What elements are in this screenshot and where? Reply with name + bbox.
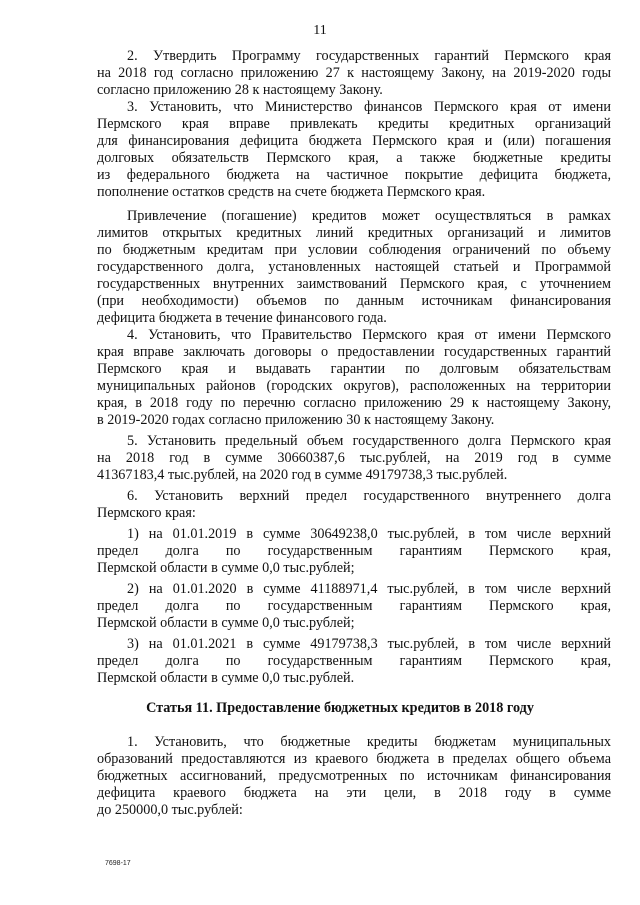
text-line: предел долга по государственным гарантиям Пермского края, — [97, 598, 611, 614]
text-line: предел долга по государственным гарантиям Пермского края, — [97, 653, 611, 669]
text-line: 2) на 01.01.2020 в сумме 41188971,4 тыс.рублей, в том числе верхний — [127, 581, 611, 597]
text-line: Пермской области в сумме 0,0 тыс.рублей. — [97, 670, 355, 686]
text-line: долговых обязательств Пермского края, а также бюджетные кредиты — [97, 150, 611, 166]
text-line: Пермского края и выдавать гарантии по долговым обязательствам — [97, 361, 611, 377]
text-line: 2. Утвердить Программу государственных гарантий Пермского края — [127, 48, 611, 64]
text-line: согласно приложению 28 к настоящему Закону. — [97, 82, 383, 98]
page-number: 11 — [313, 23, 327, 38]
text-line: из федерального бюджета на частичное покрытие дефицита бюджета, — [97, 167, 611, 183]
text-line: дефицита краевого бюджета на эти цели, в 2018 году в сумме — [97, 785, 611, 801]
text-line: муниципальных районов (городских округов), расположенных на территории — [97, 378, 611, 394]
text-line: 1. Установить, что бюджетные кредиты бюджетам муниципальных — [127, 734, 611, 750]
text-line: Пермской области в сумме 0,0 тыс.рублей; — [97, 560, 355, 576]
document-code: 7698-17 — [105, 860, 131, 867]
text-line: 6. Установить верхний предел государственного внутреннего долга — [127, 488, 611, 504]
text-line: 4. Установить, что Правительство Пермского края от имени Пермского — [127, 327, 611, 343]
text-line: края вправе заключать договоры о предоставлении государственных гарантий — [97, 344, 611, 360]
text-line: лимитов открытых кредитных линий кредитных организаций и лимитов — [97, 225, 611, 241]
text-line: Привлечение (погашение) кредитов может осуществляться в рамках — [127, 208, 611, 224]
text-line: 41367183,4 тыс.рублей, на 2020 год в сумме 49179738,3 тыс.рублей. — [97, 467, 508, 483]
text-line: государственных внутренних заимствований Пермского края, с уточнением — [97, 276, 611, 292]
text-line: края, в 2018 году по перечню согласно приложению 29 к настоящему Закону, — [97, 395, 611, 411]
text-line: 3) на 01.01.2021 в сумме 49179738,3 тыс.рублей, в том числе верхний — [127, 636, 611, 652]
text-line: образований предоставляются из краевого бюджета в пределах общего объема — [97, 751, 611, 767]
text-line: государственного долга, установленных настоящей статьей и Программой — [97, 259, 611, 275]
article-text — [97, 734, 611, 819]
text-line: по бюджетным кредитам при условии соблюдения ограничений по объему — [97, 242, 611, 258]
text-line: для финансирования дефицита бюджета Пермского края и (или) погашения — [97, 133, 611, 149]
text-line: в 2019-2020 годах согласно приложению 30 к настоящему Закону. — [97, 412, 495, 428]
text-line: (при необходимости) объемов по данным источникам финансирования — [97, 293, 611, 309]
main-text — [97, 48, 611, 687]
text-line: дефицита бюджета в течение финансового года. — [97, 310, 387, 326]
text-line: 1) на 01.01.2019 в сумме 30649238,0 тыс.рублей, в том числе верхний — [127, 526, 611, 542]
text-line: 3. Установить, что Министерство финансов Пермского края от имени — [127, 99, 611, 115]
text-line: пополнение остатков средств на счете бюджета Пермского края. — [97, 184, 486, 200]
article-heading: Статья 11. Предоставление бюджетных кредитов в 2018 году — [146, 700, 534, 716]
text-line: 5. Установить предельный объем государственного долга Пермского края — [127, 433, 611, 449]
text-line: на 2018 год согласно приложению 27 к настоящему Закону, на 2019-2020 годы — [97, 65, 611, 81]
text-line: бюджетных ассигнований, предусмотренных по источникам финансирования — [97, 768, 611, 784]
text-line: на 2018 год в сумме 30660387,6 тыс.рублей, на 2019 год в сумме — [97, 450, 611, 466]
text-line: Пермской области в сумме 0,0 тыс.рублей; — [97, 615, 355, 631]
text-line: предел долга по государственным гарантиям Пермского края, — [97, 543, 611, 559]
text-line: Пермского края вправе привлекать кредиты кредитных организаций — [97, 116, 611, 132]
text-line: Пермского края: — [97, 505, 196, 521]
text-line: до 250000,0 тыс.рублей: — [97, 802, 243, 818]
